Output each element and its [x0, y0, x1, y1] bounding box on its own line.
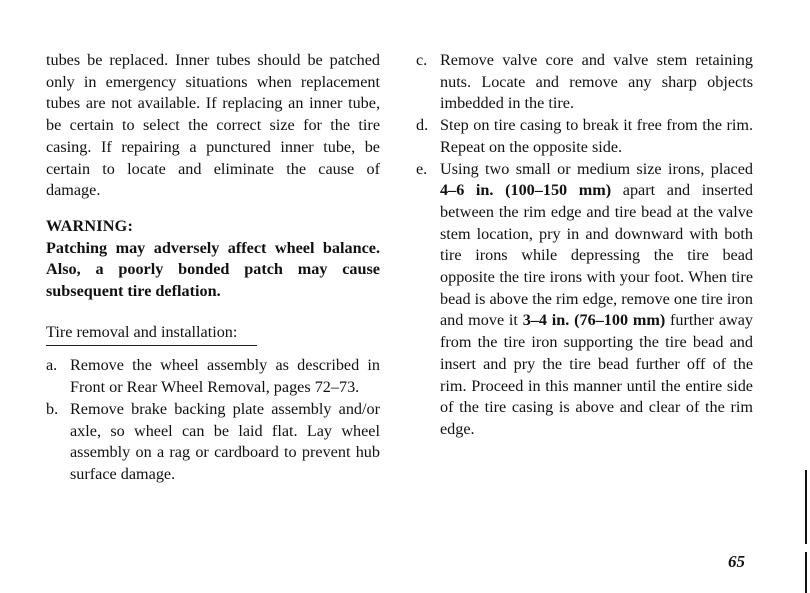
section-heading: Tire removal and installation: [46, 322, 257, 347]
page-edge-mark-upper [805, 470, 807, 544]
measurement-2: 3–4 in. (76–100 mm) [522, 311, 666, 330]
step-letter: a. [46, 356, 58, 375]
warning-title: WARNING: [46, 216, 134, 235]
step-e-text-2: apart and inserted between the rim edge and tire bead at the valve stem location, pry in and downward with both tire irons while depressing the tire bead opposite the tire irons with your foot. When tire bead is above the rim edge, remove one tire iron and move it [440, 181, 754, 330]
left-column [46, 50, 380, 486]
page-number: 65 [728, 552, 745, 571]
step-a [46, 355, 380, 398]
step-text: Remove the wheel assembly as described in Front or Rear Wheel Removal, pages 72–73. [70, 356, 380, 397]
step-e-text-3: further away from the tire iron supporting the tire bead and insert and pry the tire bead further off of the rim. Proceed in this manner until the entire side of the tire casing is above and clear of the rim edge. [440, 311, 753, 438]
step-text: Step on tire casing to break it free from the rim. Repeat on the opposite side. [440, 116, 753, 156]
intro-paragraph: tubes be replaced. Inner tubes should be patched only in emergency situations when replacement tubes are not available. If replacing an inner tube, be certain to select the correct size for the tire casing. If repairing a punctured inner tube, be certain to locate and eliminate the cause of damage. [46, 51, 380, 200]
step-e-text-1: Using two small or medium size irons, placed [440, 159, 753, 178]
step-c [416, 50, 753, 115]
step-letter: c. [416, 51, 428, 69]
page-edge-mark-lower [805, 552, 807, 593]
step-letter: b. [46, 399, 59, 418]
step-text [440, 159, 753, 441]
step-d [416, 115, 753, 158]
step-letter: e. [416, 159, 428, 178]
step-b [46, 399, 380, 486]
measurement-1: 4–6 in. (100–150 mm) [440, 181, 612, 200]
step-letter: d. [416, 116, 429, 135]
warning-text: Patching may adversely affect wheel balance. Also, a poorly bonded patch may cause subsequent tire deflation. [46, 238, 380, 301]
step-text: Remove brake backing plate assembly and/or axle, so wheel can be laid flat. Lay wheel assembly on a rag or cardboard to prevent hub surface damage. [70, 399, 380, 483]
step-text: Remove valve core and valve stem retaining nuts. Locate and remove any sharp objects imbedded in the tire. [440, 51, 753, 113]
step-e [416, 159, 753, 441]
right-column [416, 50, 753, 441]
